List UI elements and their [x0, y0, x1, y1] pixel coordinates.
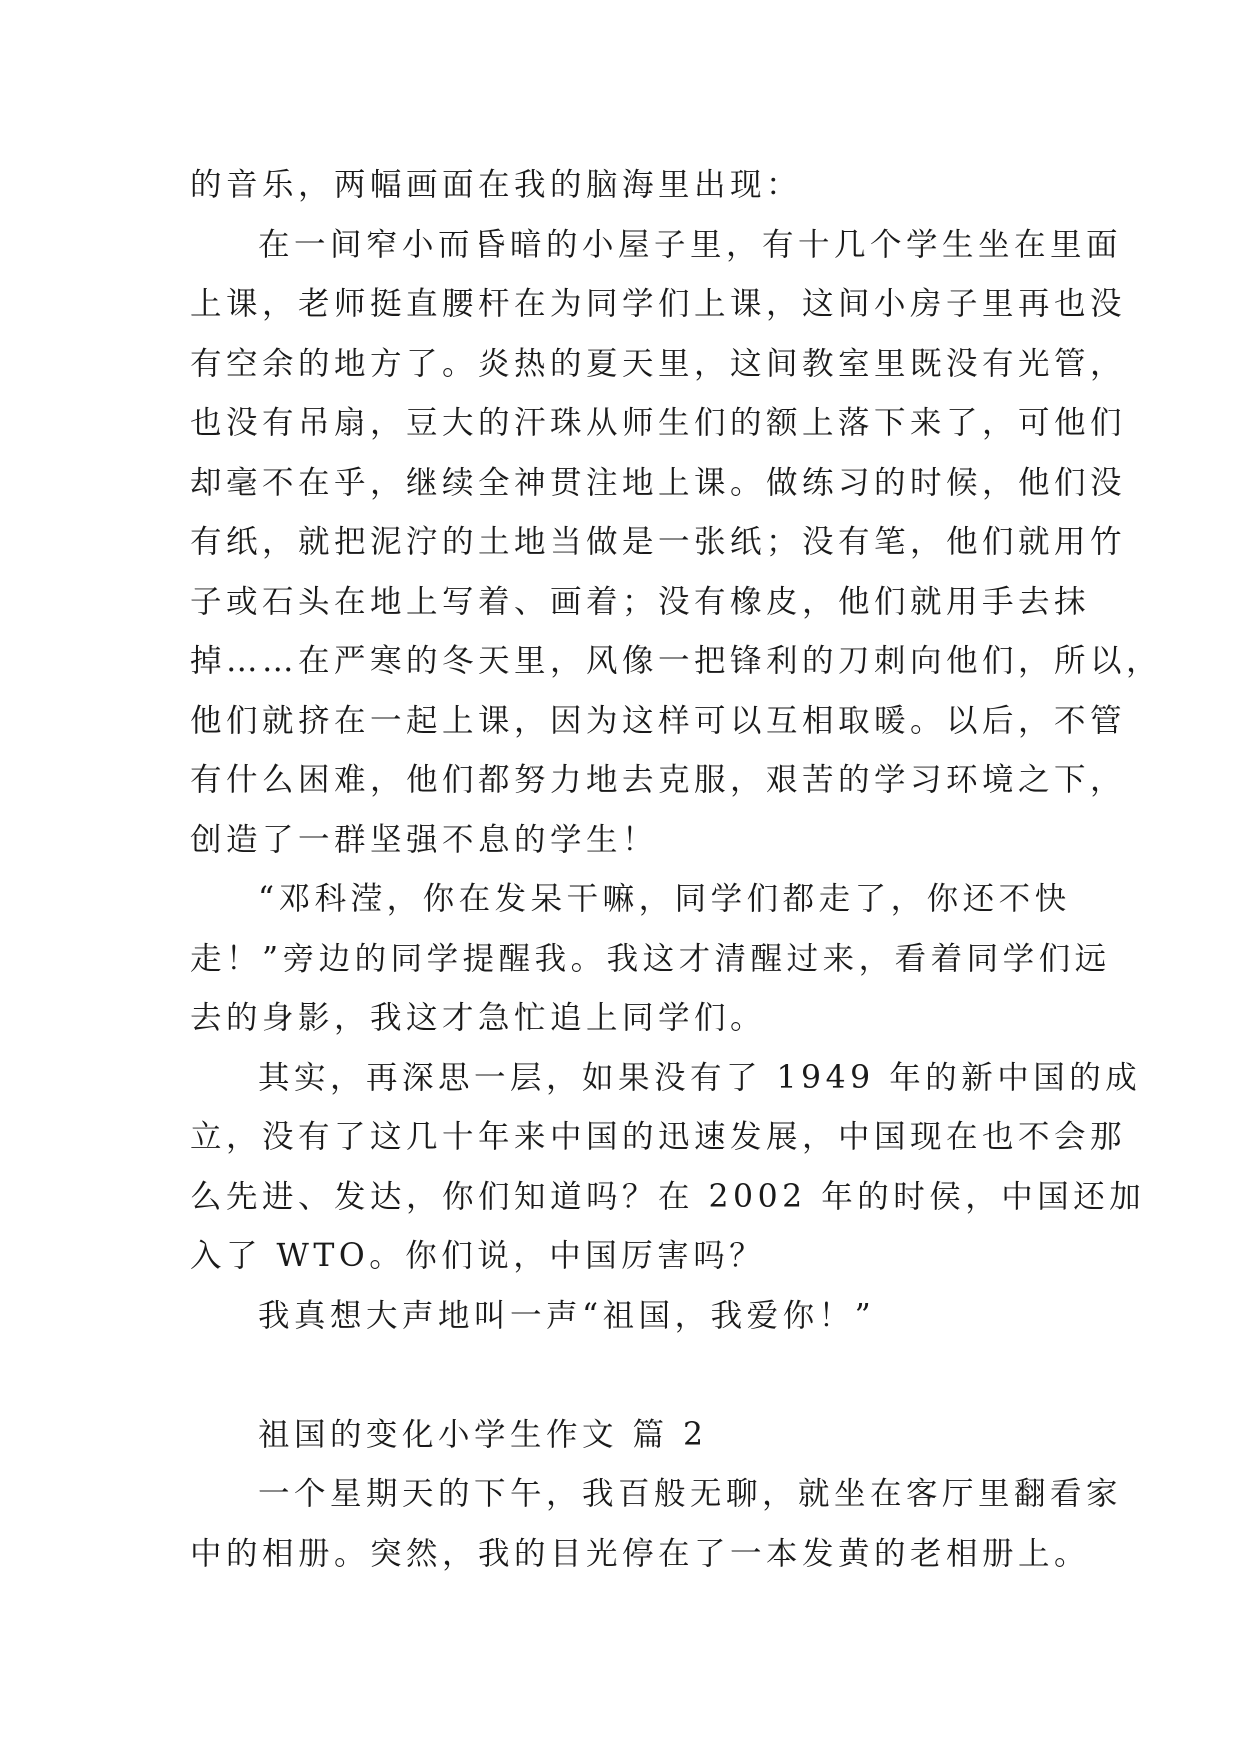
text-line: 有什么困难，他们都努力地去克服，艰苦的学习环境之下， [190, 762, 1127, 798]
text-line: 立，没有了这几十年来中国的迅速发展，中国现在也不会那 [190, 1119, 1127, 1155]
text-line: 中的相册。突然，我的目光停在了一本发黄的老相册上。 [190, 1535, 1091, 1572]
text-line: 去的身影，我这才急忙追上同学们。 [190, 1000, 767, 1036]
text-line: 的音乐，两幅画面在我的脑海里出现： [190, 167, 803, 203]
blank-line [190, 1346, 1062, 1406]
text-line: 其实，再深思一层，如果没有了 1949 年的新中国的成 [258, 1059, 1142, 1096]
text-line: 我真想大声地叫一声“祖国，我爱你！” [258, 1297, 876, 1334]
text-line: 走！”旁边的同学提醒我。我这才清醒过来，看着同学们远 [190, 940, 1111, 977]
text-line: 入了 WTO。你们说，中国厉害吗？ [190, 1238, 766, 1274]
essay-body [190, 156, 1163, 1584]
text-line: 在一间窄小而昏暗的小屋子里，有十几个学生坐在里面 [258, 226, 1123, 263]
text-line: 有纸，就把泥泞的土地当做是一张纸；没有笔，他们就用竹 [190, 524, 1127, 560]
text-line: 创造了一群坚强不息的学生！ [190, 821, 659, 858]
text-line: 却毫不在乎，继续全神贯注地上课。做练习的时候，他们没 [190, 464, 1127, 501]
text-line: 也没有吊扇，豆大的汗珠从师生们的额上落下来了，可他们 [190, 405, 1127, 441]
text-line: 有空余的地方了。炎热的夏天里，这间教室里既没有光管， [190, 345, 1127, 382]
text-line: 一个星期天的下午，我百般无聊，就坐在客厅里翻看家 [258, 1476, 1123, 1512]
text-line: 子或石头在地上写着、画着；没有橡皮，他们就用手去抹 [190, 583, 1091, 620]
text-line: 么先进、发达，你们知道吗？在 2002 年的时侯，中国还加 [190, 1178, 1146, 1215]
text-line: 他们就挤在一起上课，因为这样可以互相取暖。以后，不管 [190, 702, 1127, 739]
text-line: 上课，老师挺直腰杆在为同学们上课，这间小房子里再也没 [190, 286, 1127, 322]
text-line: “邓科滢，你在发呆干嘛，同学们都走了，你还不快 [258, 881, 1071, 917]
section-heading: 祖国的变化小学生作文 篇 2 [258, 1416, 708, 1453]
text-line: 掉……在严寒的冬天里，风像一把锋利的刀刺向他们，所以， [190, 643, 1163, 679]
